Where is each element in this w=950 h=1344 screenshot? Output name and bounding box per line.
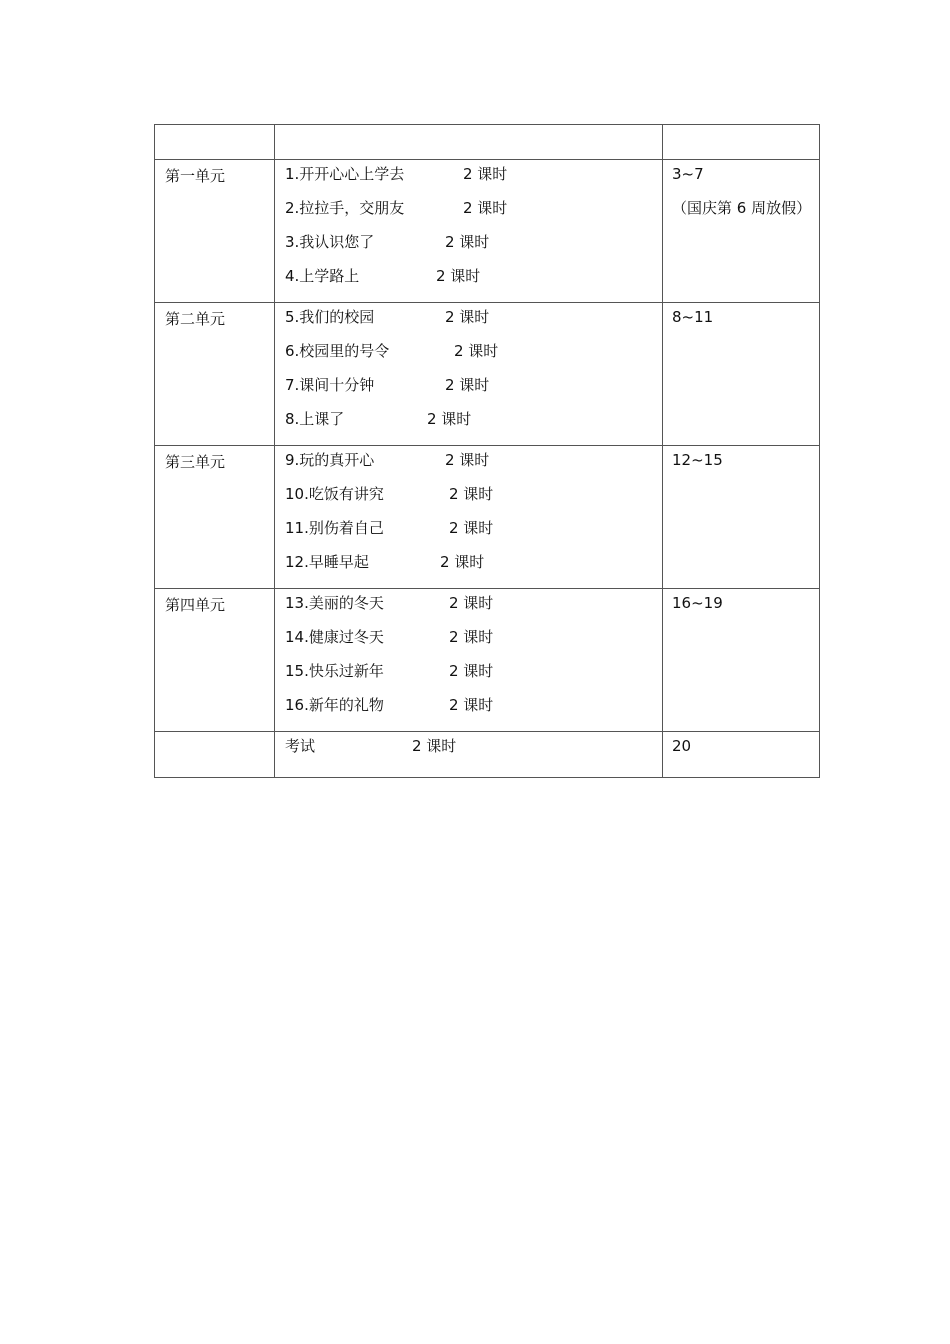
lesson-item — [285, 407, 662, 441]
table-row — [155, 732, 820, 778]
lesson-hours: 2 课时 — [463, 199, 508, 217]
lesson-item — [285, 196, 662, 230]
teaching-schedule-table — [154, 124, 820, 778]
lesson-hours: 2 课时 — [436, 267, 481, 285]
lesson-item — [285, 230, 662, 264]
week-range: 8~11 — [672, 308, 714, 326]
lesson-hours: 2 课时 — [449, 662, 494, 680]
table-row — [155, 589, 820, 732]
lesson-hours: 2 课时 — [440, 553, 485, 571]
lesson-item — [285, 373, 662, 407]
header-row — [155, 125, 820, 160]
lesson-hours: 2 课时 — [445, 451, 490, 469]
lesson-item — [285, 448, 662, 482]
lesson-hours: 2 课时 — [449, 628, 494, 646]
exam-hours: 2 课时 — [412, 737, 457, 755]
lesson-title: 2.拉拉手，交朋友 — [285, 199, 405, 217]
holiday-note: （国庆第 6 周放假） — [672, 199, 812, 217]
week-range: 3~7 — [672, 165, 704, 183]
lesson-list — [275, 446, 663, 589]
lesson-item — [285, 516, 662, 550]
lesson-title: 15.快乐过新年 — [285, 662, 384, 680]
lesson-item — [285, 659, 662, 693]
lesson-title: 1.开开心心上学去 — [285, 165, 405, 183]
lesson-item — [285, 162, 662, 196]
header-cell — [155, 125, 275, 160]
table-row — [155, 303, 820, 446]
lesson-hours: 2 课时 — [463, 165, 508, 183]
week-range-cell — [663, 446, 820, 589]
lesson-title: 13.美丽的冬天 — [285, 594, 384, 612]
week-range: 20 — [672, 737, 692, 755]
lesson-item — [285, 625, 662, 659]
unit-name: 第二单元 — [155, 303, 275, 446]
table-row — [155, 160, 820, 303]
lesson-hours: 2 课时 — [449, 594, 494, 612]
lesson-title: 9.玩的真开心 — [285, 451, 375, 469]
lesson-item — [285, 693, 662, 727]
lesson-hours: 2 课时 — [449, 696, 494, 714]
header-cell — [663, 125, 820, 160]
week-range-cell — [663, 589, 820, 732]
lesson-title: 4.上学路上 — [285, 267, 360, 285]
lesson-title: 3.我认识您了 — [285, 233, 375, 251]
lesson-item — [285, 339, 662, 373]
lesson-hours: 2 课时 — [449, 485, 494, 503]
lesson-title: 5.我们的校园 — [285, 308, 375, 326]
week-range-cell — [663, 303, 820, 446]
lesson-item — [285, 264, 662, 298]
lesson-item — [285, 482, 662, 516]
lesson-hours: 2 课时 — [445, 308, 490, 326]
lesson-hours: 2 课时 — [449, 519, 494, 537]
exam-cell — [275, 732, 663, 778]
week-range-cell — [663, 732, 820, 778]
lesson-item — [285, 550, 662, 584]
header-cell — [275, 125, 663, 160]
lesson-title: 8.上课了 — [285, 410, 345, 428]
lesson-title: 16.新年的礼物 — [285, 696, 384, 714]
lesson-hours: 2 课时 — [427, 410, 472, 428]
week-range-cell — [663, 160, 820, 303]
lesson-list — [275, 589, 663, 732]
lesson-title: 6.校园里的号令 — [285, 342, 390, 360]
lesson-hours: 2 课时 — [445, 376, 490, 394]
week-range: 16~19 — [672, 594, 723, 612]
week-range: 12~15 — [672, 451, 723, 469]
lesson-list — [275, 160, 663, 303]
exam-unit-cell — [155, 732, 275, 778]
lesson-list — [275, 303, 663, 446]
lesson-title: 12.早睡早起 — [285, 553, 369, 571]
unit-name: 第三单元 — [155, 446, 275, 589]
lesson-title: 7.课间十分钟 — [285, 376, 375, 394]
lesson-title: 10.吃饭有讲究 — [285, 485, 384, 503]
lesson-hours: 2 课时 — [445, 233, 490, 251]
exam-title: 考试 — [285, 737, 316, 755]
table-row — [155, 446, 820, 589]
lesson-hours: 2 课时 — [454, 342, 499, 360]
lesson-item — [285, 591, 662, 625]
lesson-title: 14.健康过冬天 — [285, 628, 384, 646]
lesson-item — [285, 305, 662, 339]
unit-name: 第一单元 — [155, 160, 275, 303]
lesson-title: 11.别伤着自己 — [285, 519, 384, 537]
unit-name: 第四单元 — [155, 589, 275, 732]
